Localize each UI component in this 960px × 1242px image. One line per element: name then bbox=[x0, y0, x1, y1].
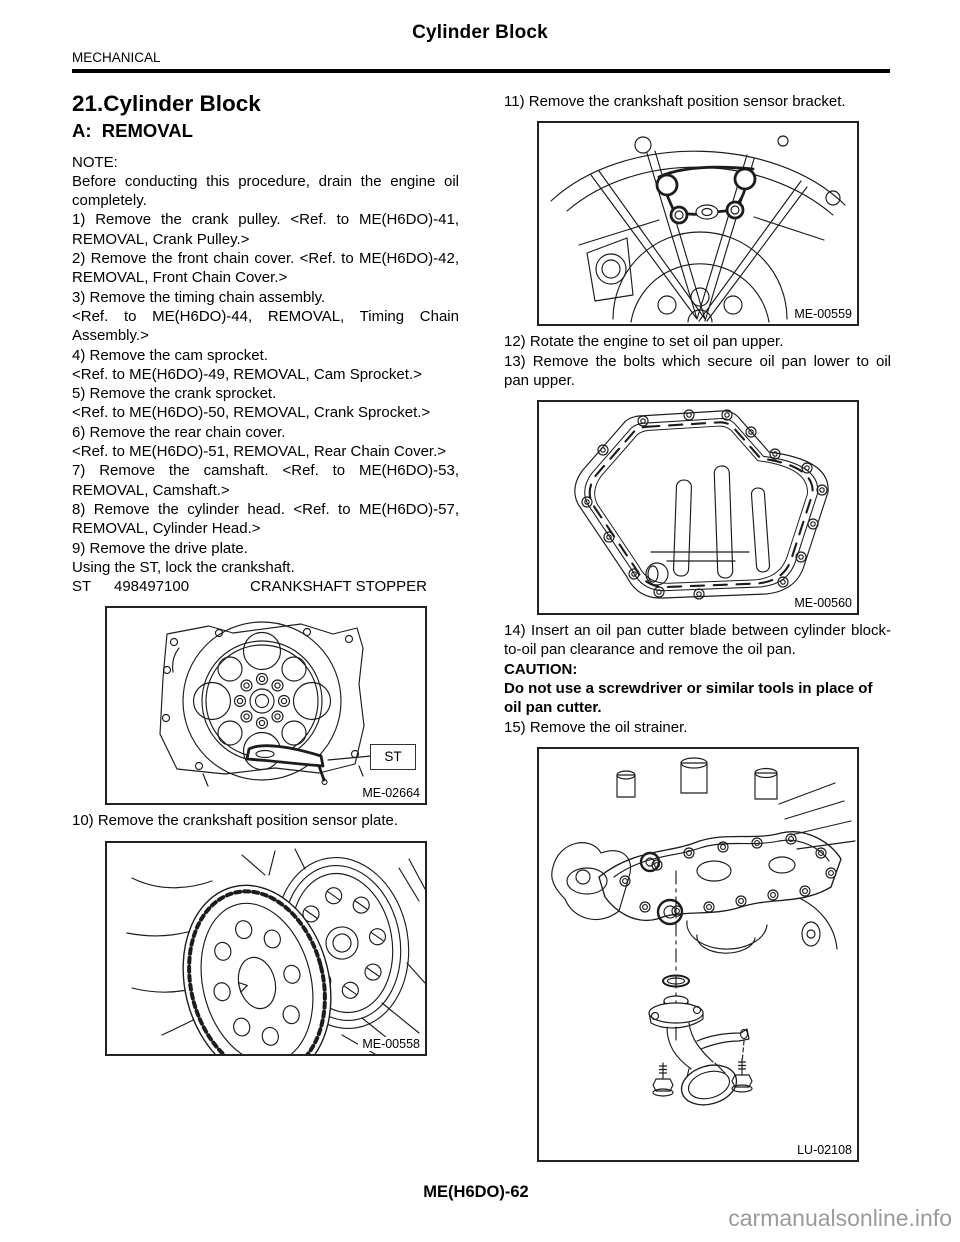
st-part-number: 498497100 bbox=[114, 578, 190, 596]
step-3-ref: <Ref. to ME(H6DO)-44, REMOVAL, Timing Chain Assembly.> bbox=[72, 307, 459, 345]
figure-crankshaft-stopper bbox=[105, 606, 427, 805]
section-label: MECHANICAL bbox=[72, 50, 161, 65]
figure-code: ME-02664 bbox=[358, 786, 420, 800]
step-1: 1) Remove the crank pulley. <Ref. to ME(H6DO)-41, REMOVAL, Crank Pulley.> bbox=[72, 211, 459, 248]
step-11: 11) Remove the crankshaft position sensor bracket. bbox=[504, 93, 846, 110]
oil-pan-illustration bbox=[539, 402, 857, 613]
step-14: 14) Insert an oil pan cutter blade between cylinder block-to-oil pan clearance and remove the oil pan. bbox=[504, 622, 891, 659]
figure-sensor-plate bbox=[105, 841, 427, 1056]
st-callout: ST bbox=[370, 744, 416, 770]
crankshaft-stopper-illustration bbox=[107, 608, 425, 803]
step-3: 3) Remove the timing chain assembly. bbox=[72, 288, 326, 306]
caution-text: Do not use a screwdriver or similar tools in place of oil pan cutter. bbox=[504, 680, 873, 717]
note-label: NOTE: bbox=[72, 153, 118, 171]
step-12: 12) Rotate the engine to set oil pan upper. bbox=[504, 333, 784, 351]
figure-oil-pan bbox=[537, 400, 859, 615]
step-8: 8) Remove the cylinder head. <Ref. to ME(H6DO)-57, REMOVAL, Cylinder Head.> bbox=[72, 500, 459, 538]
step-2: 2) Remove the front chain cover. <Ref. to ME(H6DO)-42, REMOVAL, Front Chain Cover.> bbox=[72, 250, 459, 287]
figure-code: ME-00559 bbox=[790, 307, 852, 321]
sensor-plate-illustration bbox=[107, 843, 425, 1054]
right-column bbox=[504, 92, 891, 1168]
step-6-ref: <Ref. to ME(H6DO)-51, REMOVAL, Rear Chain Cover.> bbox=[72, 443, 447, 461]
watermark: carmanualsonline.info bbox=[728, 1205, 952, 1231]
caution-label: CAUTION: bbox=[504, 660, 578, 678]
page-title: Cylinder Block bbox=[412, 22, 548, 43]
figure-code: ME-00560 bbox=[790, 596, 852, 610]
header-rule bbox=[72, 69, 890, 73]
st-instruction: Using the ST, lock the crankshaft. bbox=[72, 558, 295, 576]
step-5-ref: <Ref. to ME(H6DO)-50, REMOVAL, Crank Sprocket.> bbox=[72, 404, 431, 422]
left-column bbox=[72, 92, 459, 1062]
st-abbr: ST bbox=[72, 578, 92, 596]
figure-code: LU-02108 bbox=[793, 1143, 852, 1157]
removal-subheading: A: REMOVAL bbox=[72, 120, 193, 142]
figure-sensor-bracket bbox=[537, 121, 859, 326]
sensor-bracket-illustration bbox=[539, 123, 857, 324]
step-5: 5) Remove the crank sprocket. bbox=[72, 385, 277, 403]
figure-oil-strainer bbox=[537, 747, 859, 1162]
step-4: 4) Remove the cam sprocket. bbox=[72, 346, 268, 364]
note-text: Before conducting this procedure, drain the engine oil completely. bbox=[72, 172, 459, 210]
step-15: 15) Remove the oil strainer. bbox=[504, 718, 688, 736]
figure-code: ME-00558 bbox=[358, 1037, 420, 1051]
oil-strainer-illustration bbox=[539, 749, 857, 1160]
step-4-ref: <Ref. to ME(H6DO)-49, REMOVAL, Cam Sprocket.> bbox=[72, 365, 422, 383]
step-13: 13) Remove the bolts which secure oil pan lower to oil pan upper. bbox=[504, 352, 891, 389]
page-number: ME(H6DO)-62 bbox=[423, 1183, 529, 1201]
st-tool-line bbox=[72, 577, 459, 596]
step-6: 6) Remove the rear chain cover. bbox=[72, 423, 286, 441]
st-tool-name: CRANKSHAFT STOPPER bbox=[250, 578, 427, 596]
chapter-heading: 21.Cylinder Block bbox=[72, 91, 261, 116]
step-7: 7) Remove the camshaft. <Ref. to ME(H6DO)-53, REMOVAL, Camshaft.> bbox=[72, 462, 459, 499]
step-9: 9) Remove the drive plate. bbox=[72, 539, 248, 557]
step-10: 10) Remove the crankshaft position sensor plate. bbox=[72, 812, 399, 830]
